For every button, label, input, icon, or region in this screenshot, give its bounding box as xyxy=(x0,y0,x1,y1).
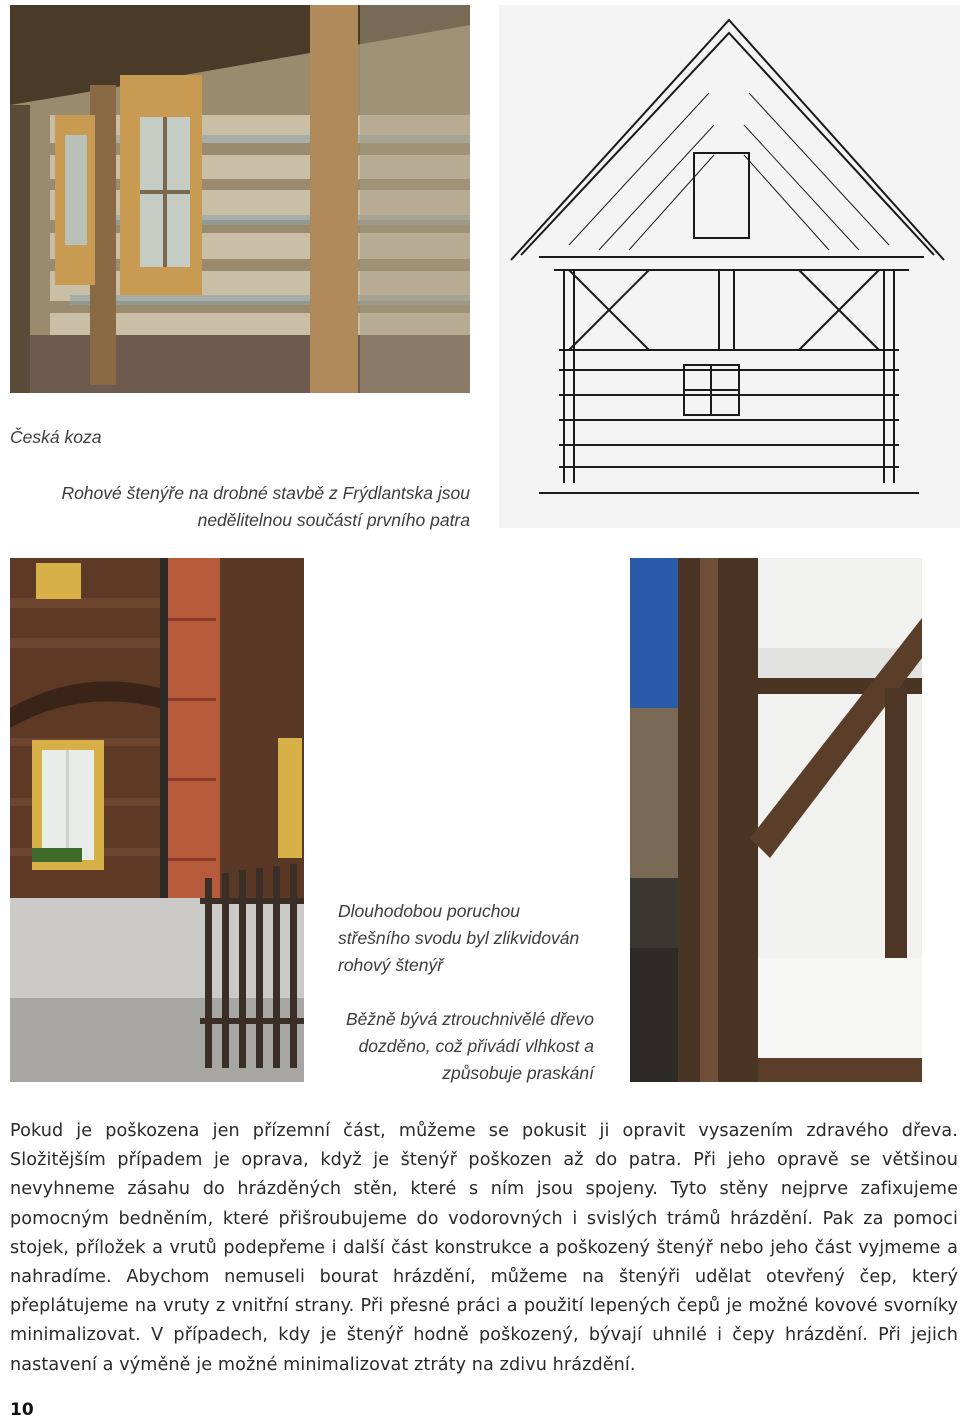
photo-half-timbered-corner xyxy=(630,558,922,1082)
photo-log-house-facade xyxy=(10,5,470,393)
photo-timber-house-corner xyxy=(10,558,304,1082)
body-paragraph: Pokud je poškozena jen přízemní část, můžeme se pokusit ji opravit vysazením zdravého dřeva. Složitějším případem je oprava, když je štenýř poškozen až do patra. Při jeho opravě se většinou nevyhneme zásahu do hrázděných stěn, které s ním jsou spojeny. Tyto stěny nejprve zafixujeme pomocným bedněním, které přišroubujeme do vodorovných i svislých trámů hrázdění. Pak za pomoci stojek, příložek a vrutů podepřeme i další část konstrukce a poškozený štenýř nebo jeho část vyjmeme a nahradíme. Abychom nemuseli bourat hrázdění, můžeme na štenýři udělat otevřený čep, který přeplátujeme na vruty z vnitřní strany. Při přesné práci a použití lepených čepů je možné kovové svorníky minimalizovat. V případech, kdy je štenýř hodně poškozený, bývají uhnilé i čepy hrázdění. Při jejich nastavení a výměně je možné minimalizovat ztráty na zdivu hrázdění. xyxy=(10,1121,958,1375)
caption-line: Běžně bývá ztrouchnivělé dřevo xyxy=(345,1009,594,1029)
drawing-ceska-koza xyxy=(499,5,960,528)
caption-line: střešního svodu byl zlikvidován xyxy=(338,928,580,948)
caption-line: Dlouhodobou poruchou xyxy=(338,901,520,921)
caption-line: Rohové štenýře na drobné stavbě z Frýdlantska jsou xyxy=(61,483,470,503)
caption-line: způsobuje praskání xyxy=(442,1063,594,1083)
caption-corner-posts xyxy=(40,480,470,534)
caption-line: Česká koza xyxy=(10,427,102,447)
caption-gutter-fault xyxy=(338,898,579,979)
caption-ceska-koza xyxy=(10,424,101,451)
caption-line: nedělitelnou součástí prvního patra xyxy=(197,510,470,530)
caption-rotten-wood xyxy=(310,1006,594,1087)
caption-line: rohový štenýř xyxy=(338,955,444,975)
page-number: 10 xyxy=(10,1400,34,1420)
caption-line: dozděno, což přivádí vlhkost a xyxy=(358,1036,594,1056)
